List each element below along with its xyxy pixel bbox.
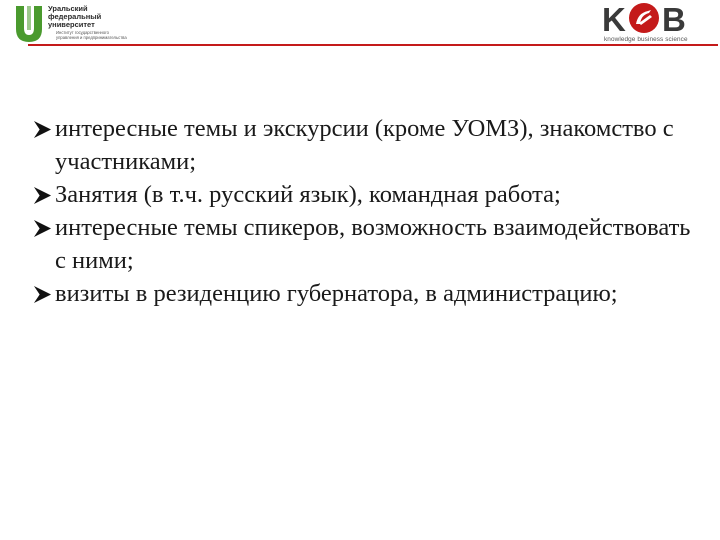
bullet-text: интересные темы спикеров, возможность взаимодействовать с ними; bbox=[55, 214, 691, 274]
kcb-tagline: knowledge business science bbox=[604, 36, 688, 43]
slide-header bbox=[0, 0, 720, 50]
arrowhead-bullet-icon bbox=[33, 186, 52, 205]
bullet-list bbox=[33, 112, 703, 310]
bullet-text: визиты в резиденцию губернатора, в администрацию; bbox=[55, 280, 618, 307]
urfu-logo-title: Уральский федеральный университет bbox=[48, 4, 102, 29]
kcb-logo-mark bbox=[602, 2, 704, 34]
kcb-letter-b: B bbox=[662, 2, 686, 34]
urfu-u-mark-icon bbox=[14, 4, 44, 44]
bullet-item bbox=[33, 211, 703, 277]
bullet-item bbox=[33, 178, 703, 211]
arrowhead-bullet-icon bbox=[33, 120, 52, 139]
kcb-c-circle bbox=[629, 3, 659, 33]
bullet-item bbox=[33, 112, 703, 178]
arrowhead-bullet-icon bbox=[33, 285, 52, 304]
kcb-letter-k: K bbox=[602, 2, 626, 34]
bullet-item bbox=[33, 277, 703, 310]
urfu-logo-subtitle: Институт государственного управления и предпринимательства bbox=[56, 30, 127, 40]
kcb-logo bbox=[600, 0, 708, 46]
arrowhead-bullet-icon bbox=[33, 219, 52, 238]
bullet-text: интересные темы и экскурсии (кроме УОМЗ), знакомство с участниками; bbox=[55, 115, 674, 175]
urfu-logo bbox=[14, 3, 164, 45]
bullet-text: Занятия (в т.ч. русский язык), командная работа; bbox=[55, 181, 561, 208]
